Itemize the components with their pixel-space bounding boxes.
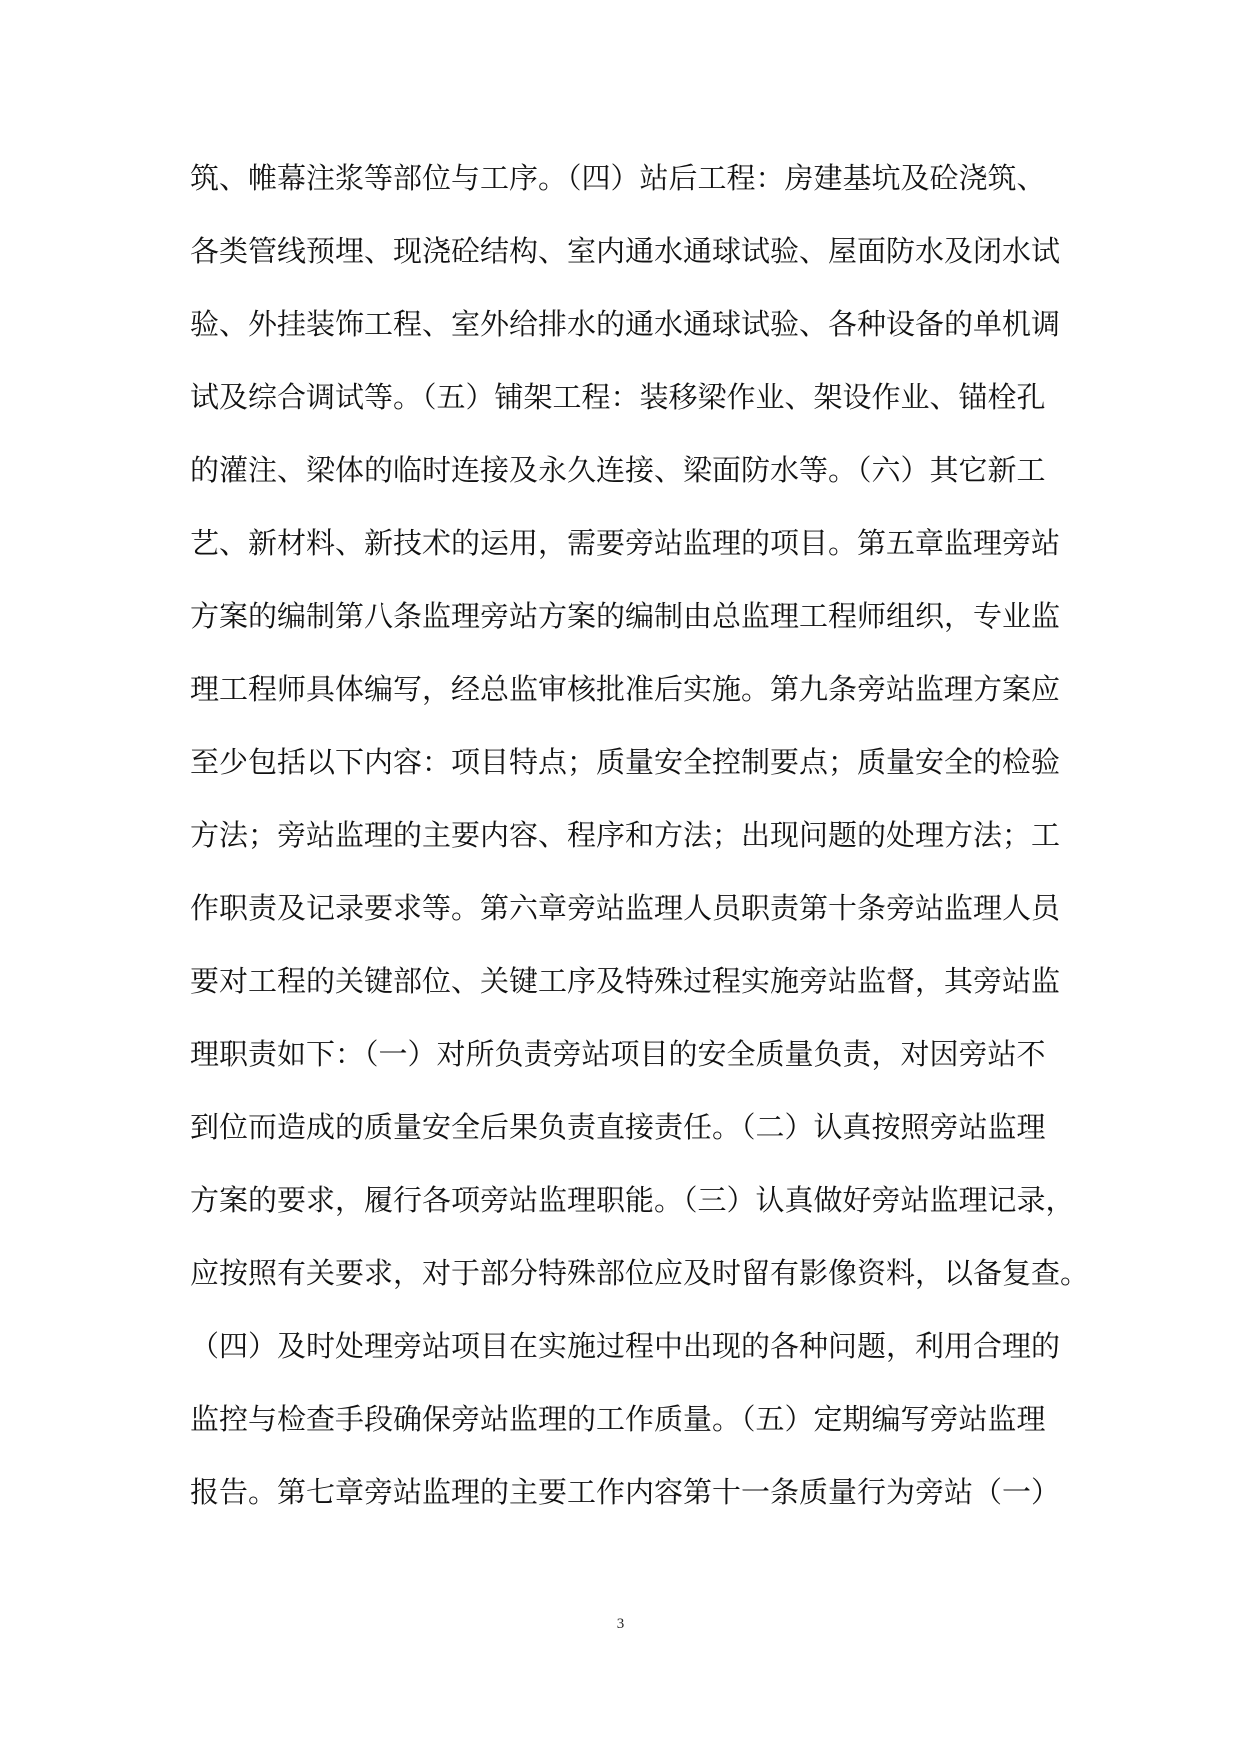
text-line: 方案的编制第八条监理旁站方案的编制由总监理工程师组织，专业监	[190, 599, 1061, 633]
body-text	[190, 142, 1090, 1529]
text-line: 报告。第七章旁站监理的主要工作内容第十一条质量行为旁站（一）	[190, 1475, 1061, 1509]
text-line: 的灌注、梁体的临时连接及永久连接、梁面防水等。（六）其它新工	[190, 453, 1046, 487]
text-line: 到位而造成的质量安全后果负责直接责任。（二）认真按照旁站监理	[190, 1110, 1046, 1144]
text-line: 方法；旁站监理的主要内容、程序和方法；出现问题的处理方法；工	[190, 818, 1061, 852]
text-line: 理工程师具体编写，经总监审核批准后实施。第九条旁站监理方案应	[190, 672, 1061, 706]
text-line: 验、外挂装饰工程、室外给排水的通水通球试验、各种设备的单机调	[190, 307, 1061, 341]
text-line: 筑、帷幕注浆等部位与工序。（四）站后工程：房建基坑及砼浇筑、	[190, 161, 1046, 195]
page-number: 3	[616, 1616, 625, 1632]
text-line: 试及综合调试等。（五）铺架工程：装移梁作业、架设作业、锚栓孔	[190, 380, 1046, 414]
text-line: 要对工程的关键部位、关键工序及特殊过程实施旁站监督，其旁站监	[190, 964, 1061, 998]
text-line: 各类管线预埋、现浇砼结构、室内通水通球试验、屋面防水及闭水试	[190, 234, 1061, 268]
text-line: 应按照有关要求，对于部分特殊部位应及时留有影像资料，以备复查。	[190, 1256, 1090, 1290]
text-line: 作职责及记录要求等。第六章旁站监理人员职责第十条旁站监理人员	[190, 891, 1061, 925]
text-line: 监控与检查手段确保旁站监理的工作质量。（五）定期编写旁站监理	[190, 1402, 1046, 1436]
text-line: 艺、新材料、新技术的运用，需要旁站监理的项目。第五章监理旁站	[190, 526, 1061, 560]
text-line: （四）及时处理旁站项目在实施过程中出现的各种问题，利用合理的	[190, 1329, 1061, 1363]
text-line: 方案的要求，履行各项旁站监理职能。（三）认真做好旁站监理记录，	[190, 1183, 1075, 1217]
text-line: 理职责如下：（一）对所负责旁站项目的安全质量负责，对因旁站不	[190, 1037, 1046, 1071]
text-line: 至少包括以下内容：项目特点；质量安全控制要点；质量安全的检验	[190, 745, 1061, 779]
